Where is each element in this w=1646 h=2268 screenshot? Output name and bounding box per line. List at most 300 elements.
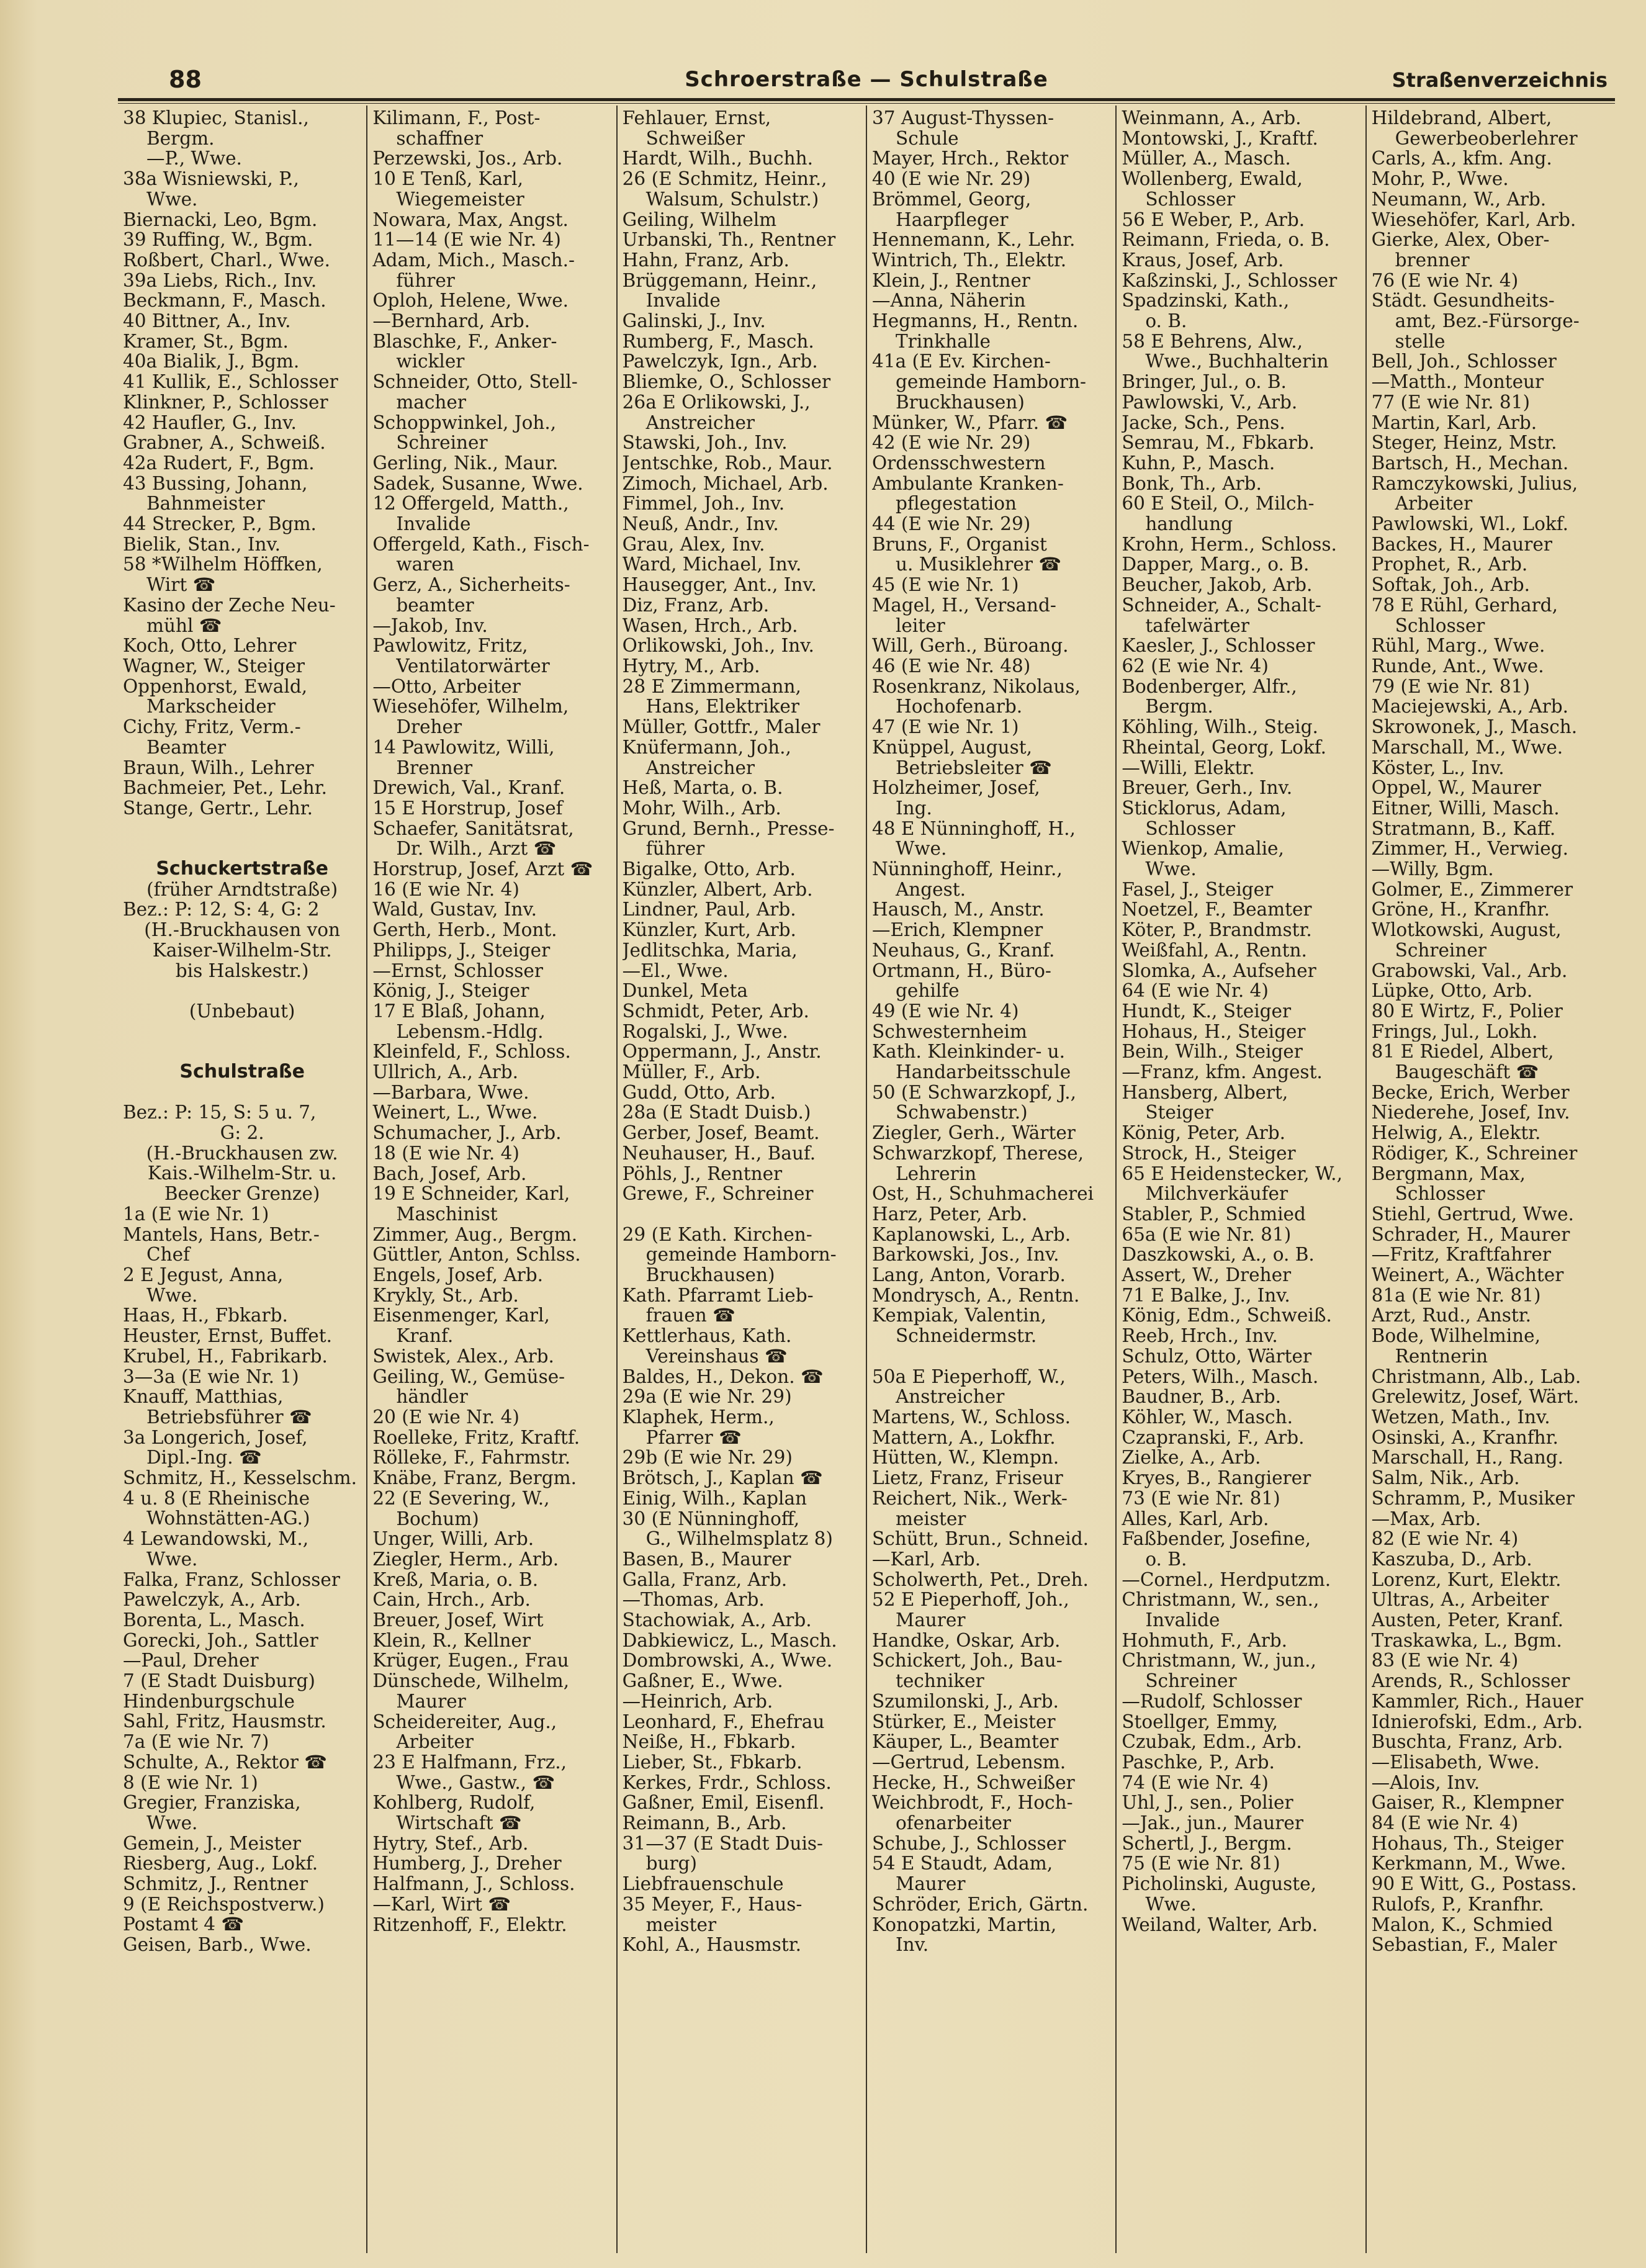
directory-entry-line: 22 (E Severing, W.,	[372, 1488, 550, 1509]
directory-entry-line: Will, Gerh., Büroang.	[871, 636, 1069, 656]
directory-entry-line: Mattern, A., Lokfhr.	[871, 1427, 1056, 1448]
directory-entry-line: führer	[396, 270, 455, 291]
directory-entry-line: Münker, W., Pfarr. ☎	[871, 412, 1068, 433]
directory-entry-line: Schneidermstr.	[895, 1326, 1037, 1346]
directory-entry-line: Weinmann, A., Arb.	[1122, 108, 1302, 128]
directory-entry-line: (früher Arndtstraße)	[146, 879, 338, 900]
directory-entry-line: 10 E Tenß, Karl,	[372, 169, 523, 189]
directory-entry-line: Stachowiak, A., Arb.	[622, 1610, 812, 1631]
directory-entry-line: schaffner	[396, 128, 483, 149]
directory-entry-line: 44 Strecker, P., Bgm.	[123, 514, 317, 534]
directory-entry-line: 65a (E wie Nr. 81)	[1122, 1224, 1292, 1245]
directory-entry-line: Müller, A., Masch.	[1122, 148, 1291, 169]
directory-entry-line: Schreiner	[1395, 940, 1486, 961]
directory-entry-line: Hohaus, Th., Steiger	[1371, 1833, 1563, 1854]
directory-entry-line: 26 (E Schmitz, Heinr.,	[622, 169, 827, 189]
directory-entry-line: Basen, B., Maurer	[622, 1549, 791, 1570]
directory-entry-line: Zimmer, Aug., Bergm.	[372, 1224, 578, 1245]
directory-entry-line: —Otto, Arbeiter	[372, 676, 521, 697]
directory-entry-line: bis Halskestr.)	[175, 960, 309, 981]
directory-entry-line: Einig, Wilh., Kaplan	[622, 1488, 807, 1509]
directory-entry-line: 39a Liebs, Rich., Inv.	[123, 270, 317, 291]
directory-entry-line: mühl ☎	[146, 615, 222, 636]
directory-entry-line: —Barbara, Wwe.	[372, 1082, 529, 1103]
directory-entry-line: Steger, Heinz, Mstr.	[1371, 433, 1557, 453]
directory-entry-line: Beckmann, F., Masch.	[123, 290, 326, 312]
directory-entry-line: Hohmuth, F., Arb.	[1122, 1630, 1288, 1651]
directory-entry-line: Konopatzki, Martin,	[871, 1914, 1057, 1935]
directory-entry-line: Neiße, H., Fbkarb.	[622, 1732, 796, 1752]
directory-entry-line: Lorenz, Kurt, Elektr.	[1371, 1569, 1562, 1590]
directory-entry-line: 35 Meyer, F., Haus-	[622, 1894, 803, 1915]
directory-entry-line: Stürker, E., Meister	[871, 1711, 1056, 1732]
directory-entry-line: Nowara, Max, Angst.	[372, 209, 569, 230]
directory-entry-line: Gaßner, E., Wwe.	[622, 1671, 783, 1691]
directory-entry-line: 9 (E Reichspostverw.)	[123, 1894, 325, 1915]
directory-entry-line: —Max, Arb.	[1371, 1508, 1481, 1529]
directory-entry-line: Oppel, W., Maurer	[1371, 778, 1541, 798]
directory-entry-line: Sahl, Fritz, Hausmstr.	[123, 1711, 326, 1732]
directory-entry-line: Ullrich, A., Arb.	[372, 1062, 518, 1082]
directory-entry-line: Mondrysch, A., Rentn.	[871, 1285, 1080, 1306]
directory-entry-line: 54 E Staudt, Adam,	[871, 1853, 1053, 1874]
directory-entry-line: Wollenberg, Ewald,	[1122, 169, 1303, 189]
directory-entry-line: —Rudolf, Schlosser	[1122, 1691, 1302, 1712]
directory-entry-line: Schneider, A., Schalt-	[1122, 595, 1321, 616]
directory-entry-line: Lindner, Paul, Arb.	[622, 899, 796, 920]
directory-entry-line: Hardt, Wilh., Buchh.	[622, 148, 813, 169]
directory-entry-line: Wienkop, Amalie,	[1122, 839, 1284, 860]
directory-entry-line: Kaßzinski, J., Schlosser	[1122, 270, 1338, 291]
directory-entry-line: Milchverkäufer	[1145, 1184, 1288, 1204]
directory-entry-line: Wasen, Hrch., Arb.	[622, 615, 798, 636]
directory-entry-line: —Alois, Inv.	[1371, 1772, 1480, 1793]
directory-entry-line: Kettlerhaus, Kath.	[622, 1326, 792, 1346]
directory-entry-line: Mayer, Hrch., Rektor	[871, 148, 1069, 169]
directory-entry-line: Ziegler, Herm., Arb.	[372, 1549, 559, 1570]
directory-entry-line: Müller, Gottfr., Maler	[622, 717, 821, 737]
directory-entry-line: Bachmeier, Pet., Lehr.	[123, 778, 327, 798]
directory-entry-line: Dombrowski, A., Wwe.	[622, 1650, 833, 1672]
directory-entry-line: Braun, Wilh., Lehrer	[123, 757, 314, 778]
directory-entry-line: 49 (E wie Nr. 4)	[871, 1001, 1019, 1022]
directory-entry-line: —Jakob, Inv.	[372, 615, 488, 636]
directory-entry-line: Gaiser, R., Klempner	[1371, 1793, 1564, 1814]
directory-entry-line: 16 (E wie Nr. 4)	[372, 879, 519, 900]
directory-entry-line: burg)	[645, 1853, 698, 1874]
directory-entry-line: Maurer	[895, 1610, 966, 1631]
directory-entry-line: Sadek, Susanne, Wwe.	[372, 473, 583, 494]
directory-entry-line: Kryes, B., Rangierer	[1122, 1468, 1311, 1488]
directory-entry-line: 29a (E wie Nr. 29)	[622, 1387, 792, 1407]
directory-entry-line: 26a E Orlikowski, J.,	[622, 392, 811, 413]
directory-entry-line: 3—3a (E wie Nr. 1)	[123, 1366, 299, 1387]
directory-entry-line: Urbanski, Th., Rentner	[622, 230, 836, 250]
directory-entry-line: Peters, Wilh., Masch.	[1122, 1366, 1319, 1387]
directory-entry-line: Klein, R., Kellner	[372, 1630, 531, 1651]
directory-entry-line: Hennemann, K., Lehr.	[871, 230, 1076, 250]
directory-entry-line: Reimann, Frieda, o. B.	[1122, 230, 1330, 250]
header-rule	[118, 98, 1615, 101]
directory-entry-line: Kranf.	[396, 1326, 454, 1346]
directory-entry-line: Schreiner	[1145, 1671, 1237, 1691]
directory-entry-line: 73 (E wie Nr. 81)	[1122, 1488, 1280, 1509]
directory-entry-line: Gerth, Herb., Mont.	[372, 920, 557, 940]
directory-entry-line: Arbeiter	[396, 1732, 474, 1752]
directory-entry-line: Christmann, W., jun.,	[1122, 1650, 1316, 1672]
directory-entry-line: Liebfrauenschule	[622, 1874, 784, 1894]
directory-entry-line: Dunkel, Meta	[622, 981, 748, 1001]
directory-entry-line: Hahn, Franz, Arb.	[622, 250, 789, 271]
directory-entry-line: 7 (E Stadt Duisburg)	[123, 1671, 315, 1691]
directory-entry-line: Brötsch, J., Kaplan ☎	[622, 1468, 823, 1488]
directory-entry-line: Lietz, Franz, Friseur	[871, 1468, 1063, 1488]
directory-entry-line: Riesberg, Aug., Lokf.	[123, 1853, 318, 1874]
directory-entry-line: 37 August-Thyssen-	[871, 108, 1055, 128]
directory-entry-line: 19 E Schneider, Karl,	[372, 1184, 570, 1204]
directory-entry-line: gemeinde Hamborn-	[895, 372, 1086, 392]
directory-entry-line: Dünschede, Wilhelm,	[372, 1671, 570, 1691]
directory-entry-line: Orlikowski, Joh., Inv.	[622, 636, 814, 656]
directory-entry-line: stelle	[1395, 331, 1446, 352]
directory-entry-line: Wwe.	[1145, 859, 1197, 880]
directory-entry-line: Martens, W., Schloss.	[871, 1406, 1071, 1428]
directory-entry-line: 23 E Halfmann, Frz.,	[372, 1752, 567, 1773]
directory-entry-line: Rheintal, Georg, Lokf.	[1122, 737, 1327, 758]
page-number: 88	[169, 66, 202, 93]
directory-entry-line: Haarpfleger	[895, 209, 1009, 230]
directory-entry-line: —Bernhard, Arb.	[372, 311, 531, 331]
directory-entry-line: Galinski, J., Inv.	[622, 311, 766, 331]
directory-entry-line: techniker	[895, 1671, 984, 1691]
directory-entry-line: G: 2.	[220, 1123, 264, 1143]
directory-entry-line: Borenta, L., Masch.	[123, 1609, 305, 1631]
directory-entry-line: —Erich, Klempner	[871, 920, 1043, 940]
directory-entry-line: 62 (E wie Nr. 4)	[1122, 655, 1269, 677]
directory-entry-line: Wwe.	[895, 839, 947, 860]
directory-entry-line: Kasino der Zeche Neu-	[123, 595, 336, 616]
directory-entry-line: Engels, Josef, Arb.	[372, 1265, 544, 1285]
directory-entry-line: Sticklorus, Adam,	[1122, 798, 1287, 819]
directory-entry-line: —Franz, kfm. Angest.	[1122, 1062, 1323, 1082]
directory-entry-line: Anstreicher	[645, 757, 755, 778]
directory-entry-line: Ost, H., Schuhmacherei	[871, 1184, 1094, 1204]
directory-entry-line: o. B.	[1145, 311, 1187, 331]
directory-entry-line: Wohnstätten-AG.)	[146, 1508, 310, 1529]
directory-entry-line: Schule	[895, 128, 959, 149]
directory-entry-line: Schlosser	[1395, 1184, 1485, 1204]
directory-entry-line: Klein, J., Rentner	[871, 270, 1030, 291]
directory-entry-line: Offergeld, Kath., Fisch-	[372, 534, 590, 555]
directory-entry-line: Köter, P., Brandmstr.	[1122, 920, 1312, 940]
directory-entry-line: 75 (E wie Nr. 81)	[1122, 1853, 1280, 1874]
column-2	[367, 106, 617, 2253]
directory-entry-line: Prophet, R., Arb.	[1371, 554, 1528, 575]
directory-entry-line: Carls, A., kfm. Ang.	[1371, 148, 1552, 169]
directory-entry-line: Blaschke, F., Anker-	[372, 331, 557, 352]
directory-entry-line: Lebensm.-Hdlg.	[396, 1021, 544, 1042]
directory-entry-line: König, J., Steiger	[372, 981, 529, 1001]
directory-entry-line: Wwe., Buchhalterin	[1145, 351, 1329, 372]
directory-entry-line: Lüpke, Otto, Arb.	[1371, 981, 1533, 1001]
directory-entry-line: Niederehe, Josef, Inv.	[1371, 1102, 1570, 1123]
directory-entry-line: führer	[645, 839, 705, 860]
directory-entry-line: Rulofs, P., Kranfhr.	[1371, 1894, 1544, 1915]
directory-entry-line: 43 Bussing, Johann,	[123, 473, 308, 494]
directory-entry-line: Schmidt, Peter, Arb.	[622, 1001, 809, 1022]
directory-entry-line: Ing.	[895, 798, 932, 819]
directory-entry-line: Stabler, P., Schmied	[1122, 1204, 1306, 1225]
directory-entry-line: Cichy, Fritz, Verm.-	[123, 717, 301, 737]
directory-entry-line: Ventilatorwärter	[396, 655, 550, 677]
directory-entry-line: Kilimann, F., Post-	[372, 108, 541, 128]
directory-entry-line: Faßbender, Josefine,	[1122, 1529, 1311, 1549]
directory-entry-line: Schoppwinkel, Joh.,	[372, 412, 557, 433]
directory-entry-line: Geisen, Barb., Wwe.	[123, 1935, 312, 1955]
directory-entry-line: Fehlauer, Ernst,	[622, 108, 771, 128]
directory-entry-line: brenner	[1395, 250, 1470, 271]
section-title: Straßenverzeichnis	[1392, 68, 1608, 92]
directory-entry-line: Harz, Peter, Arb.	[871, 1204, 1028, 1225]
directory-entry-line: 40 (E wie Nr. 29)	[871, 169, 1031, 189]
directory-entry-line: Strock, H., Steiger	[1122, 1143, 1296, 1164]
directory-entry-line: Stoellger, Emmy,	[1122, 1711, 1279, 1732]
directory-entry-line: —Elisabeth, Wwe.	[1371, 1752, 1540, 1773]
directory-entry-line: Lang, Anton, Vorarb.	[871, 1265, 1066, 1285]
directory-entry-line: Ordensschwestern	[871, 452, 1046, 474]
directory-entry-line: Müller, F., Arb.	[622, 1062, 761, 1082]
directory-entry-line: 39 Ruffing, W., Bgm.	[123, 230, 313, 250]
directory-entry-line: 56 E Weber, P., Arb.	[1122, 209, 1305, 230]
directory-entry-line: Bahnmeister	[146, 493, 265, 515]
directory-entry-line: Ambulante Kranken-	[871, 473, 1064, 494]
directory-entry-line: Schickert, Joh., Bau-	[871, 1650, 1063, 1672]
directory-entry-line: Slomka, A., Aufseher	[1122, 960, 1316, 981]
blank-line	[623, 1204, 861, 1225]
directory-entry-line: Schwesternheim	[871, 1021, 1027, 1042]
directory-entry-line: König, Edm., Schweiß.	[1122, 1305, 1332, 1326]
directory-entry-line: macher	[396, 392, 466, 413]
directory-entry-line: Szumilonski, J., Arb.	[871, 1691, 1059, 1712]
directory-entry-line: Semrau, M., Fbkarb.	[1122, 433, 1315, 453]
directory-entry-line: Swistek, Alex., Arb.	[372, 1346, 554, 1367]
directory-entry-line: Golmer, E., Zimmerer	[1371, 879, 1573, 900]
directory-entry-line: Markscheider	[146, 696, 276, 718]
directory-entry-line: Ziegler, Gerh., Wärter	[871, 1123, 1076, 1143]
directory-entry-line: Mohr, P., Wwe.	[1371, 169, 1509, 189]
directory-entry-line: Kaszuba, D., Arb.	[1371, 1549, 1532, 1570]
directory-entry-line: Hytry, Stef., Arb.	[372, 1833, 529, 1854]
column-1	[118, 106, 367, 2253]
directory-entry-line: Buschta, Franz, Arb.	[1371, 1732, 1563, 1752]
blank-line	[123, 1042, 361, 1062]
directory-entry-line: wickler	[396, 351, 465, 372]
directory-entry-line: Mohr, Wilh., Arb.	[622, 798, 781, 819]
directory-entry-line: Jentschke, Rob., Maur.	[622, 452, 833, 474]
directory-entry-line: Traskawka, L., Bgm.	[1371, 1630, 1562, 1651]
directory-entry-line: Knäbe, Franz, Bergm.	[372, 1468, 577, 1488]
directory-entry-line: Brüggemann, Heinr.,	[622, 270, 817, 291]
directory-entry-line: Eitner, Willi, Masch.	[1371, 798, 1560, 819]
directory-entry-line: Hütten, W., Klempn.	[871, 1447, 1059, 1469]
directory-entry-line: Kaesler, J., Schlosser	[1122, 636, 1315, 656]
directory-entry-line: Weinert, A., Wächter	[1371, 1265, 1564, 1285]
directory-entry-line: gehilfe	[895, 981, 960, 1001]
directory-entry-line: Wwe.	[146, 1812, 198, 1834]
directory-entry-line: Wlotkowski, August,	[1371, 920, 1562, 940]
directory-entry-line: Wirtschaft ☎	[396, 1813, 522, 1834]
directory-entry-line: Schneider, Otto, Stell-	[372, 372, 578, 392]
directory-entry-line: Lehrerin	[895, 1163, 977, 1184]
directory-entry-line: Jacke, Sch., Pens.	[1122, 412, 1285, 433]
directory-entry-line: Gerz, A., Sicherheits-	[372, 575, 570, 595]
directory-entry-line: Bonk, Th., Arb.	[1122, 473, 1262, 494]
directory-entry-line: Weiland, Walter, Arb.	[1122, 1914, 1318, 1935]
directory-entry-line: Wagner, W., Steiger	[123, 655, 305, 677]
directory-entry-line: Künzler, Kurt, Arb.	[622, 920, 796, 940]
directory-entry-line: Becke, Erich, Werber	[1371, 1082, 1570, 1103]
directory-entry-line: Pawelczyk, Ign., Arb.	[622, 351, 818, 372]
directory-entry-line: Kramer, St., Bgm.	[123, 331, 289, 352]
directory-entry-line: 81a (E wie Nr. 81)	[1371, 1285, 1541, 1306]
directory-entry-line: Weißfahl, A., Rentn.	[1122, 940, 1307, 961]
directory-entry-line: meister	[645, 1914, 717, 1935]
directory-entry-line: Schramm, P., Musiker	[1371, 1488, 1575, 1509]
directory-entry-line: Betriebsleiter ☎	[895, 757, 1052, 778]
directory-entry-line: 41a (E Ev. Kirchen-	[871, 351, 1051, 372]
directory-entry-line: 42 Haufler, G., Inv.	[123, 412, 297, 433]
directory-entry-line: 18 (E wie Nr. 4)	[372, 1143, 519, 1164]
directory-entry-line: Holzheimer, Josef,	[871, 778, 1040, 798]
directory-entry-line: Scheidereiter, Aug.,	[372, 1711, 557, 1732]
directory-entry-line: handlung	[1145, 514, 1233, 534]
directory-entry-line: Köster, L., Inv.	[1371, 757, 1504, 778]
directory-entry-line: Halfmann, J., Schloss.	[372, 1874, 575, 1894]
directory-entry-line: Schwarzkopf, Therese,	[871, 1143, 1084, 1164]
directory-entry-line: 4 Lewandowski, M.,	[123, 1529, 309, 1549]
directory-entry-line: Breuer, Gerh., Inv.	[1122, 778, 1293, 798]
directory-entry-line: Kerkes, Frdr., Schloss.	[622, 1772, 832, 1793]
directory-entry-line: Baldes, H., Dekon. ☎	[622, 1366, 824, 1387]
directory-entry-line: Heuster, Ernst, Buffet.	[123, 1326, 332, 1346]
directory-entry-line: Kempiak, Valentin,	[871, 1305, 1046, 1326]
directory-entry-line: 90 E Witt, G., Postass.	[1371, 1874, 1577, 1894]
directory-entry-line: Drewich, Val., Kranf.	[372, 778, 565, 798]
directory-entry-line: Eisenmenger, Karl,	[372, 1305, 550, 1326]
directory-entry-line: Kleinfeld, F., Schloss.	[372, 1042, 571, 1063]
directory-entry-line: gemeinde Hamborn-	[645, 1244, 837, 1266]
directory-entry-line: Beucher, Jakob, Arb.	[1122, 575, 1313, 595]
directory-entry-line: 58 *Wilhelm Höffken,	[123, 554, 323, 575]
directory-entry-line: Koch, Otto, Lehrer	[123, 636, 297, 656]
directory-entry-line: 76 (E wie Nr. 4)	[1371, 270, 1519, 291]
directory-entry-line: —Thomas, Arb.	[622, 1590, 765, 1611]
directory-entry-line: Gerber, Josef, Beamt.	[622, 1123, 820, 1143]
page-header	[118, 62, 1615, 99]
directory-entry-line: Skrowonek, J., Masch.	[1371, 717, 1578, 737]
directory-entry-line: Knüfermann, Joh.,	[622, 737, 791, 758]
directory-entry-line: 31—37 (E Stadt Duis-	[622, 1833, 823, 1854]
directory-entry-line: Wetzen, Math., Inv.	[1371, 1407, 1550, 1428]
directory-entry-line: Jedlitschka, Maria,	[622, 940, 798, 961]
directory-entry-line: Trinkhalle	[895, 331, 991, 352]
directory-entry-line: Arzt, Rud., Anstr.	[1371, 1305, 1531, 1326]
directory-entry-line: Baudner, B., Arb.	[1122, 1387, 1282, 1407]
directory-entry-line: Invalide	[396, 514, 471, 534]
directory-entry-line: 74 (E wie Nr. 4)	[1122, 1772, 1269, 1793]
directory-entry-line: —Heinrich, Arb.	[622, 1691, 773, 1712]
directory-entry-line: Kerkmann, M., Wwe.	[1371, 1853, 1567, 1874]
directory-entry-line: pflegestation	[895, 493, 1017, 515]
directory-entry-line: König, Peter, Arb.	[1122, 1123, 1285, 1143]
directory-entry-line: Köhler, W., Masch.	[1122, 1407, 1293, 1428]
directory-entry-line: 79 (E wie Nr. 81)	[1371, 676, 1530, 697]
directory-entry-line: Czapranski, F., Arb.	[1122, 1427, 1305, 1448]
directory-entry-line: Pawlowitz, Fritz,	[372, 636, 528, 656]
directory-entry-line: Runde, Ant., Wwe.	[1371, 655, 1544, 677]
directory-entry-line: 11—14 (E wie Nr. 4)	[372, 230, 561, 250]
directory-entry-line: —Paul, Dreher	[123, 1650, 259, 1672]
directory-entry-line: 83 (E wie Nr. 4)	[1371, 1650, 1519, 1672]
directory-entry-line: 42 (E wie Nr. 29)	[871, 433, 1031, 453]
directory-entry-line: 28 E Zimmermann,	[622, 676, 801, 697]
directory-entry-line: Künzler, Albert, Arb.	[622, 879, 813, 900]
directory-entry-line: Kuhn, P., Masch.	[1122, 452, 1275, 474]
directory-entry-line: Krubel, H., Fabrikarb.	[123, 1346, 328, 1367]
directory-entry-line: Christmann, W., sen.,	[1122, 1590, 1320, 1611]
directory-entry-line: Grund, Bernh., Presse-	[622, 818, 835, 839]
directory-entry-line: Stawski, Joh., Inv.	[622, 433, 788, 453]
directory-entry-line: Zielke, A., Arb.	[1122, 1447, 1261, 1469]
directory-entry-line: Uhl, J., sen., Polier	[1122, 1793, 1293, 1814]
directory-entry-line: Mantels, Hans, Betr.-	[123, 1224, 320, 1245]
directory-entry-line: Bliemke, O., Schlosser	[622, 372, 831, 392]
directory-entry-line: 52 E Pieperhoff, Joh.,	[871, 1590, 1069, 1611]
directory-entry-line: G., Wilhelmsplatz 8)	[645, 1529, 833, 1549]
directory-entry-line: Krykly, St., Arb.	[372, 1285, 519, 1306]
directory-entry-line: Schumacher, J., Arb.	[372, 1123, 562, 1143]
directory-entry-line: Sebastian, F., Maler	[1371, 1935, 1557, 1955]
column-6	[1367, 106, 1615, 2253]
directory-entry-line: Anstreicher	[645, 412, 755, 433]
directory-entry-line: Rödiger, K., Schreiner	[1371, 1143, 1578, 1164]
directory-entry-line: Austen, Peter, Kranf.	[1371, 1610, 1564, 1631]
directory-entry-line: Postamt 4 ☎	[123, 1914, 245, 1935]
directory-entry-line: Perzewski, Jos., Arb.	[372, 148, 563, 169]
directory-entry-line: Assert, W., Dreher	[1122, 1265, 1292, 1285]
directory-entry-line: —Matth., Monteur	[1371, 372, 1544, 392]
directory-entry-line: Wiesehöfer, Wilhelm,	[372, 696, 569, 718]
directory-entry-line: Bergm.	[1145, 696, 1213, 718]
directory-entry-line: Grau, Alex, Inv.	[622, 534, 765, 555]
directory-entry-line: meister	[895, 1508, 966, 1529]
directory-entry-line: 64 (E wie Nr. 4)	[1122, 981, 1269, 1001]
directory-entry-line: Wwe., Gastw., ☎	[396, 1772, 555, 1793]
directory-entry-line: Bergm.	[146, 128, 215, 149]
directory-entry-line: Gorecki, Joh., Sattler	[123, 1630, 318, 1651]
directory-entry-line: Zimoch, Michael, Arb.	[622, 473, 829, 494]
directory-entry-line: Marschall, H., Rang.	[1371, 1447, 1564, 1469]
directory-entry-line: Pöhls, J., Rentner	[622, 1163, 783, 1184]
blank-line	[123, 981, 361, 1001]
blank-line	[123, 839, 361, 859]
directory-entry-line: Wwe.	[146, 189, 198, 210]
directory-entry-line: Hansberg, Albert,	[1122, 1082, 1288, 1103]
directory-entry-line: Oploh, Helene, Wwe.	[372, 290, 569, 312]
directory-entry-line: Geiling, Wilhelm	[622, 209, 777, 230]
directory-entry-line: Schulte, A., Rektor ☎	[123, 1752, 328, 1773]
directory-entry-line: Güttler, Anton, Schlss.	[372, 1244, 581, 1266]
